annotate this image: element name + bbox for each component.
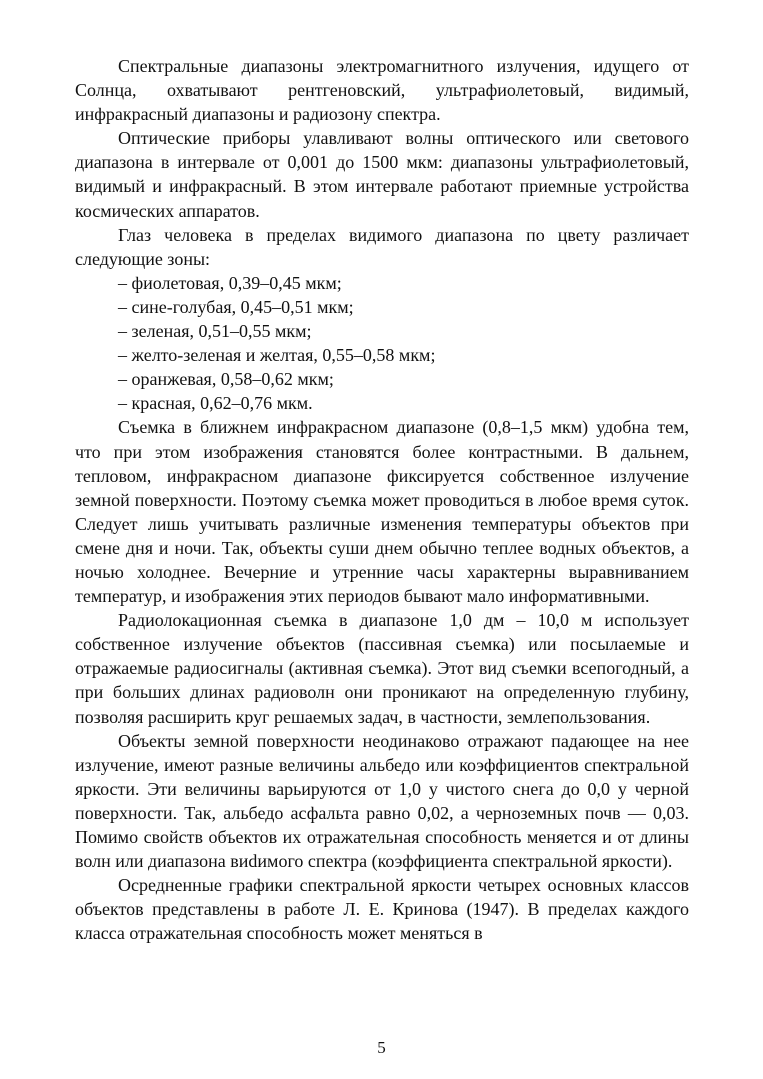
paragraph-spectral-ranges: Спектральные диапазоны электромагнитного излучения, идущего от Солнца, охватывают рентгеновский, ультрафиолетовый, видимый, инфракрасный диапазоны и радиозону спектра. — [75, 56, 689, 125]
list-item: – зеленая, 0,51–0,55 мкм; — [118, 321, 312, 342]
list-item: – оранжевая, 0,58–0,62 мкм; — [118, 369, 334, 390]
paragraph-krinov-graphs: Осредненные графики спектральной яркости четырех основных классов объектов представлены в работе Л. Е. Кринова (1947). В пределах каждого класса отражательная способность может меняться в — [75, 875, 689, 944]
list-item: – фиолетовая, 0,39–0,45 мкм; — [118, 272, 342, 293]
paragraph-radar-survey: Радиолокационная съемка в диапазоне 1,0 дм – 10,0 м использует собственное излучение объектов (пассивная съемка) или посылаемые и отражаемые радиосигналы (активная съемка). Этот вид съемки всепогодный, а при больших длинах радиоволн они проникают на определенную глубину, позволяя расширить круг решаемых задач, в частности, землепользования. — [75, 610, 689, 727]
paragraph-infrared-survey: Съемка в ближнем инфракрасном диапазоне (0,8–1,5 мкм) удобна тем, что при этом изображения становятся более контрастными. В дальнем, тепловом, инфракрасном диапазоне фиксируется собственное излучение земной поверхности. Поэтому съемка может проводиться в любое время суток. Следует лишь учитывать различные изменения температуры объектов при смене дня и ночи. Так, объекты суши днем обычно теплее водных объектов, а ночью холоднее. Вечерние и утренние часы характерны выравниванием температур, и изображения этих периодов бывают мало информативными. — [75, 417, 689, 607]
paragraph-optical-devices: Оптические приборы улавливают волны оптического или светового диапазона в интервале от 0,001 до 1500 мкм: диапазоны ультрафиолетовый, видимый и инфракрасный. В этом интервале работают приемные устройства космических аппаратов. — [75, 128, 689, 221]
list-item: – сине-голубая, 0,45–0,51 мкм; — [118, 296, 354, 317]
paragraph-albedo: Объекты земной поверхности неодинаково отражают падающее на нее излучение, имеют разные величины альбедо или коэффициентов спектральной яркости. Эти величины варьируются от 1,0 у чистого снега до 0,0 у черной поверхности. Так, альбедо асфальта равно 0,02, а черноземных почв — 0,03. Помимо свойств объектов их отражательная способность меняется и от длины волн или диапазона виdимого спектра (коэффициента спектральной яркости). — [75, 730, 689, 872]
color-zones-list — [75, 271, 689, 416]
page-number: 5 — [377, 1038, 386, 1057]
list-item: – красная, 0,62–0,76 мкм. — [118, 393, 313, 414]
paragraph-human-eye: Глаз человека в пределах видимого диапазона по цвету различает следующие зоны: — [75, 224, 689, 269]
page-body — [75, 54, 689, 945]
list-item: – желто-зеленая и желтая, 0,55–0,58 мкм; — [118, 345, 436, 366]
